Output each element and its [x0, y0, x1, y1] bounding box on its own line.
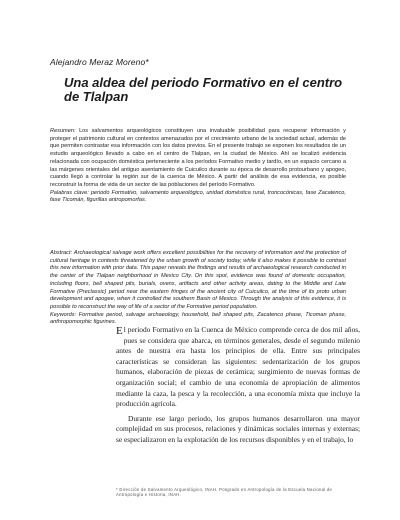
drop-cap: E	[116, 325, 123, 337]
abstract-label: Abstract:	[50, 250, 73, 256]
abstract-keywords-text: Formative period, salvage archaeology, household, bell shaped pits, Zacatenco phase, Ticoman phase, anthropomorphic figurines.	[50, 311, 346, 326]
resumen-text: Los salvamentos arqueológicos constituyen una invaluable posibilidad para recuperar información y proteger el patrimonio cultural en contextos amenazados por el crecimiento urbano de la sociedad actual, además de que permiten contrastar esa información con los datos previos. En el presente trabajo se exponen los resultados de un estudio arqueológico llevado a cabo en el centro de Tlalpan, en la ciudad de México. Ahí se localizó evidencia relacionada con ocupación doméstica perteneciente a los períodos Formativo medio y tardío, en un espacio cercano a las márgenes orientales del antiguo asentamiento de Cuicuilco durante su época de desarrollo protourbano y apogeo, cuando llegó a controlar la región sur de la cuenca de México. A partir del análisis de esa evidencia, es posible reconstruir la forma de vida de un sector de las poblaciones del período Formativo.	[50, 128, 346, 188]
footnote: * Dirección de Salvamento Arqueológico, INAH. Posgrado en Antropología de la Escuela Nacional de Antropología e Historia, INAH.	[116, 487, 333, 497]
resumen-keywords-label: Palabras clave:	[50, 189, 89, 196]
article-title: Una aldea del periodo Formativo en el centro de Tlalpan	[64, 75, 343, 104]
body-text	[116, 325, 360, 450]
abstract-text: Archaeological salvage work offers excellent possibilities for the recovery of information and the protection of cultural heritage in contexts threatened by the urban growth of society today, while it also makes it possible to contrast this new information with prior data. This paper reveals the findings and results of archaeological research conducted in the center of the Tlalpan neighborhood in Mexico City. On this spot, evidence was found of domestic occupation, including floors, bell shaped pits, burials, ovens, artifacts and other activity areas, dating to the Middle and Late Formative (Preclassic) period near the eastern fringes of the ancient city of Cuicuilco, at the time of its proto urban development and apogee, when it controlled the southern Basin of Mexico. Through the analysis of this evidence, it is possible to reconstruct the way of life of a sector of the Formative period population.	[50, 250, 347, 310]
resumen-label: Resumen:	[50, 128, 76, 134]
body-paragraph-2: Durante ese largo periodo, los grupos humanos desarrollaron una mayor complejidad en sus procesos, relaciones y dinámicas sociales internas y externas; se especializaron en la explotación de los recursos disponibles y en el trabajo, lo	[116, 413, 360, 444]
resumen-block	[50, 128, 346, 205]
body-paragraph-1-text: l periodo Formativo en la Cuenca de México comprende cerca de dos mil años, pues se considera que abarca, en términos generales, desde el segundo milenio antes de nuestra era hasta los principios de ella. Entre sus principales características se consideran las siguientes: sedentarización de los grupos humanos, elaboración de piezas de cerámica; surgimiento de nuevas formas de organización social; el cambio de una economía de apropiación de alimentos mediante la caza, la pesca y la recolección, a una economía mixta que incluye la producción agrícola.	[116, 325, 360, 409]
resumen-keywords-text: periodo Formativo, salvamento arqueológico, unidad doméstica rural, troncocónicas, fase Zacatenco, fase Ticomán, figurillas antropomorfas.	[50, 189, 346, 204]
author-name: Alejandro Meraz Moreno*	[50, 57, 149, 67]
body-paragraph-1	[116, 325, 360, 410]
abstract-block	[50, 250, 346, 327]
abstract-keywords-label: Keywords:	[50, 311, 77, 318]
